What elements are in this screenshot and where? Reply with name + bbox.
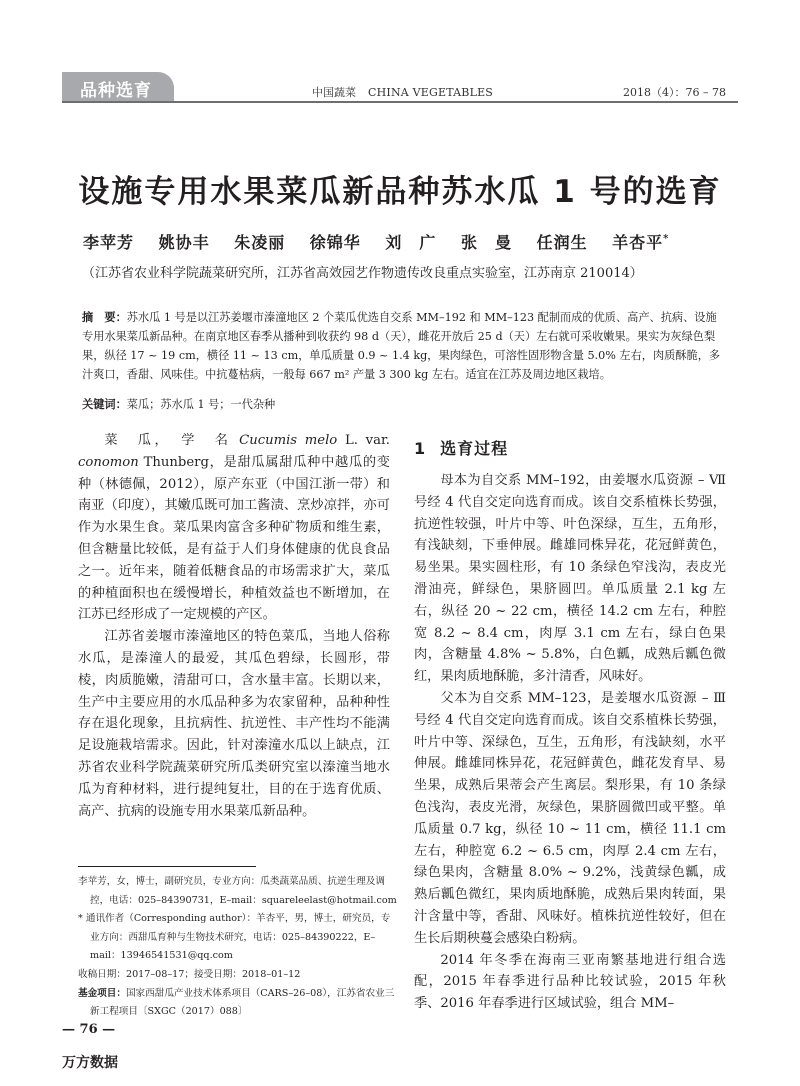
watermark: 万方数据 [62,1055,118,1071]
header-rule [62,101,738,103]
abstract-label: 摘 要： [82,311,127,324]
issue-info: 2018（4）：76 – 78 [623,86,726,99]
section-title: 选育过程 [440,439,509,458]
author: 李苹芳 [83,233,135,252]
intro-paragraph-1 [78,430,390,626]
intro-text: 菜 瓜， 学 名 [104,433,240,448]
keywords [82,396,275,412]
abstract-text: 苏水瓜 1 号是以江苏姜堰市溱潼地区 2 个菜瓜优选自交系 MM–192 和 MM–123 配制而成的优质、高产、抗病、设施专用水果菜瓜新品种。在南京地区春季从播种到收获约 98 d（天），雌花开放后 25 d（天）左右就可采收嫩果。果实为灰绿色梨果，纵径 17 ~ 19 cm，横径 11 ~ 13 cm，单瓜质量 0.9 ~ 1.4 kg，果肉绿色，可溶性固形物含量 5.0% 左右，肉质酥脆，多汁爽口，香甜、风味佳。中抗蔓枯病，一般每 667 m² 产量 3 300 kg 左右。适宜在江苏及周边地区栽培。 [82,311,721,381]
body-column-left [78,430,390,822]
article-title: 设施专用水果菜瓜新品种苏水瓜 1 号的选育 [78,174,722,210]
footnotes [78,873,398,1022]
section-paragraph-1: 母本为自交系 MM–192，由姜堰水瓜资源 – Ⅶ号经 4 代自交定向选育而成。该自交系植株长势强，抗逆性较强，叶片中等、叶色深绿，互生，五角形，有浅缺刻，下垂伸展。雌雄同株异花，花冠鲜黄色，易坐果。果实圆柱形，有 10 条绿色窄浅沟，表皮光滑油亮，鲜绿色，果脐圆凹。单瓜质量 2.1 kg 左右，纵径 20 ~ 22 cm，横径 14.2 cm 左右，种腔宽 8.2 ~ 8.4 cm，肉厚 3.1 cm 左右，绿白色果肉，含糖量 4.8% ~ 5.8%，白色瓤，成熟后瓤色微红，果肉质地酥脆，多汁清香，风味好。 [414,473,726,685]
body-column-right [414,470,726,1015]
footnote-fund [78,985,398,1022]
author: 姚协丰 [158,233,210,252]
variety-name: conomon [78,454,139,470]
author-list [83,230,687,253]
author: 羊杏平 [612,233,664,252]
section-label: 品种选育 [80,81,152,101]
journal-name-cn: 中国蔬菜 [312,86,356,99]
footnote-author: 李苹芳，女，博士，副研究员，专业方向：瓜类蔬菜品质、抗逆生理及调控，电话：025–84390731，E–mail：squareleelast@hotmail.com [78,876,397,906]
section-heading [414,436,508,459]
section-number: 1 [414,439,427,458]
footnote-dates: 收稿日期：2017–08–17；接受日期：2018–01–12 [78,968,301,980]
author: 刘 广 [385,233,437,252]
affiliation: （江苏省农业科学院蔬菜研究所，江苏省高效园艺作物遗传改良重点实验室，江苏南京 210014） [82,266,643,281]
author: 任润生 [536,233,588,252]
section-tab [62,72,174,102]
keywords-text: 菜瓜；苏水瓜 1 号；一代杂种 [126,398,276,411]
author: 徐锦华 [309,233,361,252]
footnote-corresponding: * 通讯作者（Corresponding author）：羊杏平，男，博士，研究员，专业方向：西甜瓜育种与生物技术研究，电话：025–84390222，E–mail：13946541531@qq.com [78,913,391,962]
scientific-name: Cucumis melo [239,433,338,448]
fund-label: 基金项目： [78,987,126,999]
section-paragraph-3: 2014 年冬季在海南三亚南繁基地进行组合选配，2015 年春季进行品种比较试验，2015 年秋季、2016 年春季进行区域试验，组合 MM– [414,952,726,1012]
author: 朱凌丽 [234,233,286,252]
journal-name [312,84,493,100]
footnote-rule [78,866,256,867]
page-number: — 76 — [62,1022,116,1037]
section-paragraph-2: 父本为自交系 MM–123，是姜堰水瓜资源 – Ⅲ号经 4 代自交定向选育而成。该自交系植株长势强，叶片中等、深绿色，互生，五角形，有浅缺刻，水平伸展。雌雄同株异花，花冠鲜黄色，雌花发育早、易坐果，成熟后果蒂会产生离层。梨形果，有 10 条绿色浅沟，表皮光滑，灰绿色，果脐圆微凹或平整。单瓜质量 0.7 kg，纵径 10 ~ 11 cm，横径 11.1 cm 左右，种腔宽 6.2 ~ 6.5 cm，肉厚 2.4 cm 左右，绿色果肉，含糖量 8.0% ~ 9.2%，浅黄绿色瓤，成熟后瓤色微红，果肉质地酥脆，成熟后果肉转面，果汁含量中等，香甜、风味好。植株抗逆性较好，但在生长后期秧蔓会感染白粉病。 [414,690,726,946]
intro-text: Thunberg，是甜瓜属甜瓜种中越瓜的变种（林德佩，2012），原产东亚（中国江浙一带）和南亚（印度），其嫩瓜既可加工酱渍、烹炒凉拌，亦可作为水果生食。菜瓜果肉富含多种矿物质和维生素，但含糖量比较低，是有益于人们身体健康的优良食品之一。近年来，随着低糖食品的市场需求扩大，菜瓜的种植面积也在缓慢增长，种植效益也不断增加，在江苏已经形成了一定规模的产区。 [78,454,390,623]
corresponding-mark: * [663,233,670,245]
fund-text: 国家西甜瓜产业技术体系项目（CARS–26–08），江苏省农业三新工程项目〔SXGC（2017）088〕 [90,987,395,1018]
intro-text: L. var. [337,433,390,448]
author: 张 曼 [460,233,512,252]
intro-paragraph-2: 江苏省姜堰市溱潼地区的特色菜瓜，当地人俗称水瓜，是溱潼人的最爱，其瓜色碧绿，长圆形，带棱，肉质脆嫩，清甜可口，含水量丰富。长期以来，生产中主要应用的水瓜品种多为农家留种，品种种性存在退化现象，且抗病性、抗逆性、丰产性均不能满足设施栽培需求。因此，针对溱潼水瓜以上缺点，江苏省农业科学院蔬菜研究所瓜类研究室以溱潼当地水瓜为育种材料，进行提纯复壮，目的在于选育优质、高产、抗病的设施专用水果菜瓜新品种。 [78,629,390,819]
keywords-label: 关键词： [82,398,127,411]
journal-name-en: CHINA VEGETABLES [368,86,494,99]
author-corresponding [612,230,669,253]
abstract [82,308,722,384]
